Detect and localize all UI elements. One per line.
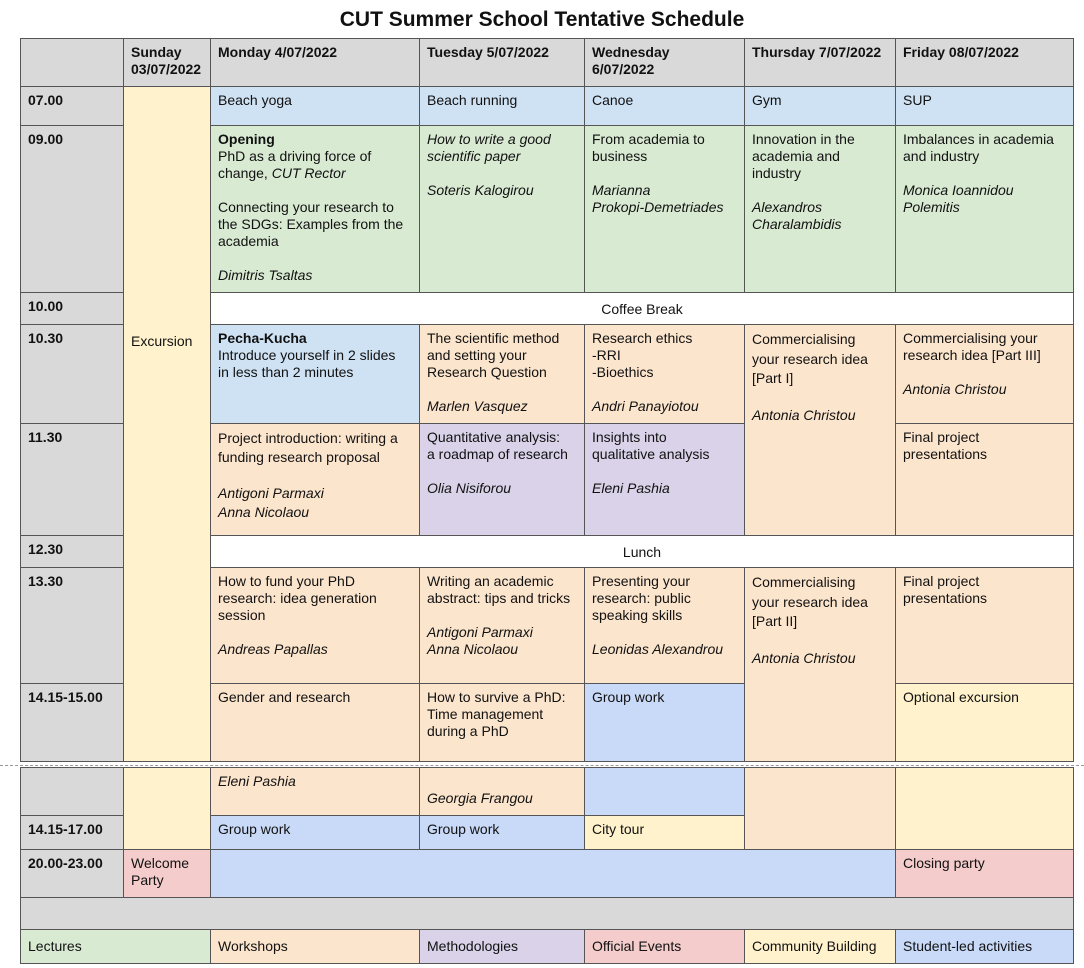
speaker: Anna Nicolaou xyxy=(218,504,310,520)
time-1230: 12.30 xyxy=(20,535,124,568)
session-title: industry xyxy=(752,165,802,181)
session-title: your research idea xyxy=(752,350,868,367)
session-title: presentations xyxy=(903,446,988,462)
header-monday: Monday 4/07/2022 xyxy=(210,38,420,87)
mon-1130 xyxy=(210,423,420,536)
header-sunday-date: 03/07/2022 xyxy=(131,61,202,77)
page-title: CUT Summer School Tentative Schedule xyxy=(339,8,745,31)
sunday-excursion xyxy=(123,86,211,762)
wed-continued xyxy=(584,767,745,816)
speaker: Prokopi-Demetriades xyxy=(592,199,724,215)
thu-0900 xyxy=(744,125,896,293)
opening-line2-text: change, xyxy=(218,165,272,181)
pecha-kucha-desc: Introduce yourself in 2 slides xyxy=(218,347,396,363)
opening-title: Opening xyxy=(218,131,275,147)
fri-1330 xyxy=(895,567,1074,684)
thu-1330 xyxy=(744,567,896,762)
mon-0700: Beach yoga xyxy=(210,86,420,126)
fri-0900 xyxy=(895,125,1074,293)
session-title: research idea [Part III] xyxy=(903,347,1041,363)
thu-1030 xyxy=(744,324,896,536)
speaker: Antigoni Parmaxi xyxy=(427,624,533,640)
header-sunday xyxy=(123,38,211,87)
time-1415-1700: 14.15-17.00 xyxy=(20,815,124,850)
wed-0900 xyxy=(584,125,745,293)
session-title: From academia to xyxy=(592,131,705,147)
session-title: your research idea xyxy=(752,593,868,610)
time-1030: 10.30 xyxy=(20,324,124,424)
session-title: -Bioethics xyxy=(592,364,654,380)
tue-1417: Group work xyxy=(419,815,585,850)
session-title: Commercialising xyxy=(752,331,856,347)
session-title: Research ethics xyxy=(592,330,693,346)
opening-line2 xyxy=(218,165,412,182)
session-title: scientific paper xyxy=(427,148,521,164)
sunday-welcome-party xyxy=(123,849,211,898)
spacer-row xyxy=(20,897,1074,930)
session-title: Project introduction: writing a xyxy=(218,430,398,446)
session-title: Writing an academic xyxy=(427,573,554,589)
fri-0700: SUP xyxy=(895,86,1074,126)
time-1130: 11.30 xyxy=(20,423,124,536)
tue-0900 xyxy=(419,125,585,293)
speaker: Antigoni Parmaxi xyxy=(218,485,324,501)
fri-continued xyxy=(895,767,1074,850)
tue-0700: Beach running xyxy=(419,86,585,126)
session-title: [Part I] xyxy=(752,370,794,386)
session-title: Time management xyxy=(427,706,544,722)
time-1415-1500: 14.15-15.00 xyxy=(20,683,124,762)
session-title: Commercialising your xyxy=(903,330,1038,346)
header-wednesday-day: Wednesday xyxy=(592,44,670,60)
thu-continued xyxy=(744,767,896,850)
speaker: Eleni Pashia xyxy=(218,773,296,789)
fri-1415: Optional excursion xyxy=(895,683,1074,762)
mon-continued xyxy=(210,767,420,816)
speaker: Georgia Frangou xyxy=(427,790,533,806)
session-title: Final project xyxy=(903,573,980,589)
speaker: Andri Panayiotou xyxy=(592,398,699,414)
tue-1130 xyxy=(419,423,585,536)
time-1330: 13.30 xyxy=(20,567,124,684)
speaker: Alexandros xyxy=(752,199,823,215)
time-0700: 07.00 xyxy=(20,86,124,126)
sunday-excursion-label: Excursion xyxy=(131,333,193,349)
tue-1030 xyxy=(419,324,585,424)
coffee-break: Coffee Break xyxy=(210,292,1074,325)
speaker: Andreas Papallas xyxy=(218,641,328,657)
lunch: Lunch xyxy=(210,535,1074,568)
fri-1030 xyxy=(895,324,1074,424)
mon-0900 xyxy=(210,125,420,293)
session-title: funding research proposal xyxy=(218,449,380,465)
wed-1330 xyxy=(584,567,745,684)
fri-closing-party: Closing party xyxy=(895,849,1074,898)
pecha-kucha-desc: in less than 2 minutes xyxy=(218,364,354,380)
time-continued xyxy=(20,767,124,816)
session-title: Research Question xyxy=(427,364,547,380)
pecha-kucha-title: Pecha-Kucha xyxy=(218,330,307,346)
legend-student-led: Student-led activities xyxy=(895,929,1074,964)
sdg-talk-line: Connecting your research to xyxy=(218,199,394,215)
tue-1330 xyxy=(419,567,585,684)
wed-0700: Canoe xyxy=(584,86,745,126)
speaker: Antonia Christou xyxy=(903,381,1007,397)
speaker: Dimitris Tsaltas xyxy=(218,267,313,283)
evening-span xyxy=(210,849,896,898)
legend-lectures: Lectures xyxy=(20,929,211,964)
session-title: How to survive a PhD: xyxy=(427,689,566,705)
welcome-party-line: Welcome xyxy=(131,855,190,871)
speaker: Polemitis xyxy=(903,199,960,215)
session-title: Insights into xyxy=(592,429,667,445)
welcome-party-line: Party xyxy=(131,872,164,888)
session-title: business xyxy=(592,148,648,164)
fri-1130 xyxy=(895,423,1074,536)
session-title: Commercialising xyxy=(752,574,856,590)
speaker: Olia Nisiforou xyxy=(427,480,512,496)
wed-1130 xyxy=(584,423,745,536)
session-title: The scientific method xyxy=(427,330,560,346)
time-0900: 09.00 xyxy=(20,125,124,293)
mon-1030 xyxy=(210,324,420,424)
mon-1415: Gender and research xyxy=(210,683,420,762)
speaker: Eleni Pashia xyxy=(592,480,670,496)
wed-1415: Group work xyxy=(584,683,745,762)
header-wednesday xyxy=(584,38,745,87)
header-thursday: Thursday 7/07/2022 xyxy=(744,38,896,87)
speaker: Marlen Vasquez xyxy=(427,398,528,414)
speaker: Marianna xyxy=(592,182,651,198)
time-2000-2300: 20.00-23.00 xyxy=(20,849,124,898)
legend-methodologies: Methodologies xyxy=(419,929,585,964)
header-sunday-day: Sunday xyxy=(131,44,182,60)
speaker: Leonidas Alexandrou xyxy=(592,641,724,657)
session-title: -RRI xyxy=(592,347,621,363)
header-friday: Friday 08/07/2022 xyxy=(895,38,1074,87)
opening-line1: PhD as a driving force of xyxy=(218,148,372,164)
sdg-talk-line: academia xyxy=(218,233,279,249)
tue-1415 xyxy=(419,683,585,762)
header-tuesday: Tuesday 5/07/2022 xyxy=(419,38,585,87)
session-title: during a PhD xyxy=(427,723,509,739)
session-title: speaking skills xyxy=(592,607,683,623)
session-title: qualitative analysis xyxy=(592,446,710,462)
legend-official-events: Official Events xyxy=(584,929,745,964)
session-title: research: idea generation xyxy=(218,590,377,606)
session-title: abstract: tips and tricks xyxy=(427,590,571,606)
sunday-continued xyxy=(123,767,211,850)
legend-workshops: Workshops xyxy=(210,929,420,964)
speaker: Soteris Kalogirou xyxy=(427,182,534,198)
session-title: a roadmap of research xyxy=(427,446,568,462)
header-wednesday-date: 6/07/2022 xyxy=(592,61,655,77)
speaker: Anna Nicolaou xyxy=(427,641,519,657)
wed-1030 xyxy=(584,324,745,424)
tue-continued xyxy=(419,767,585,816)
time-1000: 10.00 xyxy=(20,292,124,325)
session-title: How to write a good xyxy=(427,131,551,147)
mon-1330 xyxy=(210,567,420,684)
wed-1417: City tour xyxy=(584,815,745,850)
session-title: How to fund your PhD xyxy=(218,573,355,589)
session-title: research: public xyxy=(592,590,691,606)
thu-0700: Gym xyxy=(744,86,896,126)
mon-1417: Group work xyxy=(210,815,420,850)
session-title: academia and xyxy=(752,148,840,164)
header-corner xyxy=(20,38,124,87)
session-title: and industry xyxy=(903,148,980,164)
session-title: Quantitative analysis: xyxy=(427,429,561,445)
session-title: [Part II] xyxy=(752,613,798,629)
page-break xyxy=(0,765,1084,766)
speaker: Antonia Christou xyxy=(752,406,856,423)
speaker: Charalambidis xyxy=(752,216,842,232)
speaker: Antonia Christou xyxy=(752,649,856,666)
session-title: Imbalances in academia xyxy=(903,131,1054,147)
session-title: session xyxy=(218,607,266,623)
speaker: Monica Ioannidou xyxy=(903,182,1014,198)
opening-rector: CUT Rector xyxy=(271,165,346,181)
session-title: Presenting your xyxy=(592,573,691,589)
legend-community-building: Community Building xyxy=(744,929,896,964)
session-title: Final project xyxy=(903,429,980,445)
session-title: and setting your xyxy=(427,347,527,363)
session-title: Innovation in the xyxy=(752,131,855,147)
sdg-talk-line: the SDGs: Examples from the xyxy=(218,216,404,232)
session-title: presentations xyxy=(903,590,988,606)
